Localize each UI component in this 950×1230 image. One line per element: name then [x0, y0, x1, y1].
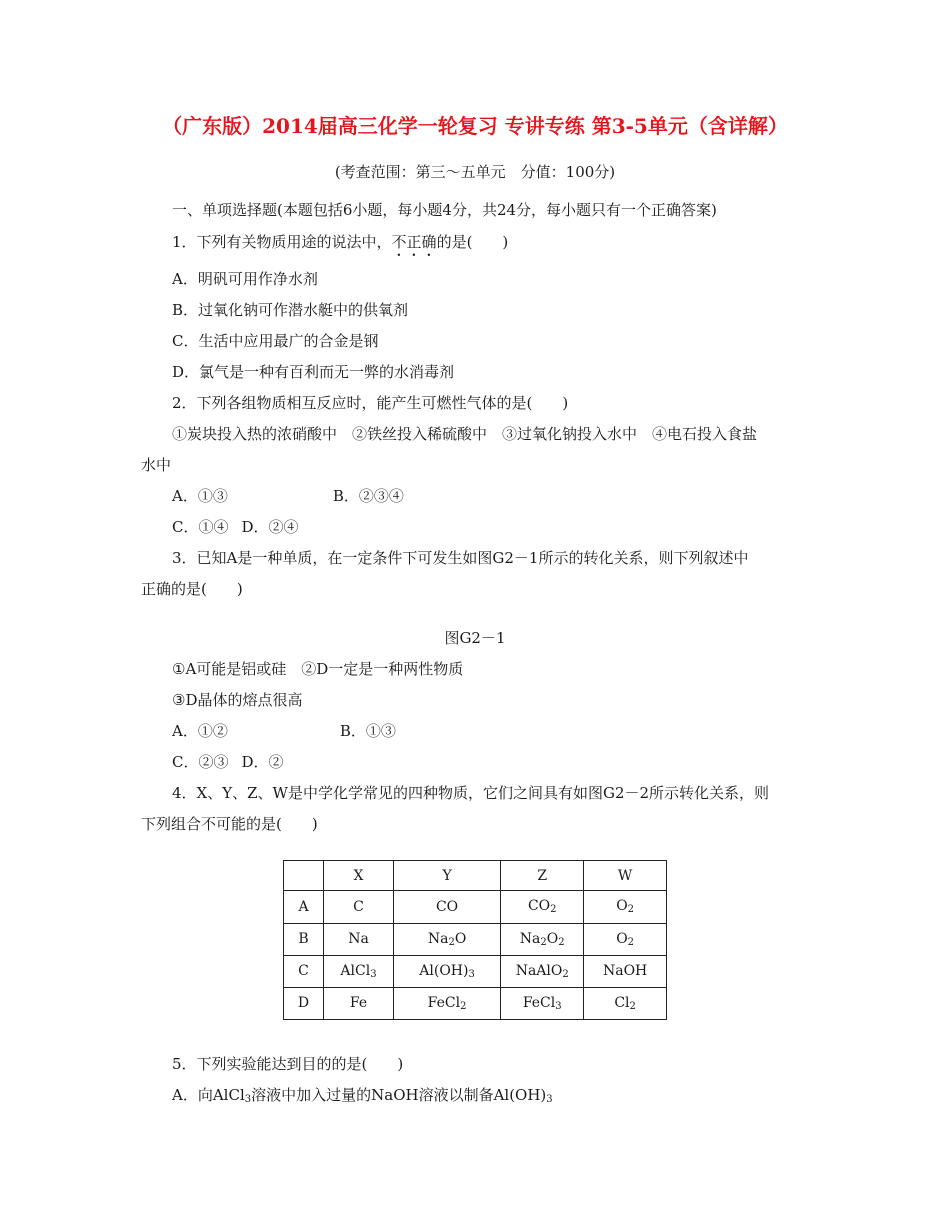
table-cell: $Na_2O_2$	[501, 923, 584, 955]
q2-option-d: D．②④	[241, 518, 299, 536]
table-cell: $Al(OH)_3$	[393, 955, 500, 987]
q3-option-d: D．②	[241, 753, 284, 771]
table-cell: AlCl$_3$	[324, 955, 394, 987]
q4-stem-line1: 4．X、Y、Z、W是中学化学常见的四种物质，它们之间具有如图G2－2所示转化关系，则	[172, 784, 770, 802]
table-cell: NaAlO$_2$	[501, 955, 584, 987]
q2-items-line1: ①炭块投入热的浓硝酸中 ②铁丝投入稀硫酸中 ③过氧化钠投入水中 ④电石投入食盐	[172, 425, 758, 443]
q5-stem: 5．下列实验能达到目的的是( )	[172, 1055, 404, 1073]
q3-stem-line1: 3．已知A是一种单质，在一定条件下可发生如图G2－1所示的转化关系，则下列叙述中	[172, 549, 749, 567]
q3-options-cd	[172, 752, 284, 772]
document-title: （广东版）2014届高三化学一轮复习 专讲专练 第3-5单元（含详解）	[162, 114, 788, 138]
q2-option-b: B．②③④	[332, 487, 404, 505]
table-row	[284, 923, 667, 955]
table-row-label: D	[284, 987, 324, 1019]
section-heading-single-choice: 一、单项选择题(本题包括6小题，每小题4分，共24分，每小题只有一个正确答案)	[172, 201, 717, 219]
table-header-cell: Y	[393, 861, 500, 891]
table-header-cell	[284, 861, 324, 891]
table-header-cell: W	[584, 861, 667, 891]
table-header-cell: X	[324, 861, 394, 891]
q3-figure-caption: 图G2－1	[444, 629, 506, 647]
table-cell: Fe	[324, 987, 394, 1019]
table-cell: $Na_2O$	[393, 923, 500, 955]
exam-scope-subtitle: (考查范围：第三～五单元 分值：100分)	[334, 163, 616, 181]
table-cell: NaOH	[584, 955, 667, 987]
q2-option-c: C．①④	[172, 518, 229, 536]
q2-options-ab	[172, 486, 404, 506]
q3-options-ab	[172, 721, 396, 741]
q1-emphasis: 不正确	[391, 233, 437, 251]
table-cell: $O_2$	[584, 891, 667, 923]
q5-option-a: A．向AlCl$_3$溶液中加入过量的NaOH溶液以制备$Al(OH)_3$	[172, 1086, 553, 1105]
table-cell: FeCl$_3$	[501, 987, 584, 1019]
table-header-cell: Z	[501, 861, 584, 891]
q3-option-c: C．②③	[172, 753, 229, 771]
table-header-row	[284, 861, 667, 891]
q3-option-b: B．①③	[339, 722, 396, 740]
q1-stem-text: 1．下列有关物质用途的说法中，	[172, 233, 392, 251]
table-row-label: B	[284, 923, 324, 955]
table-cell: $Cl_2$	[584, 987, 667, 1019]
q1-option-b: B．过氧化钠可作潜水艇中的供氧剂	[172, 301, 409, 319]
q1-stem-tail: 的是( )	[436, 233, 509, 251]
table-row	[284, 891, 667, 923]
table-cell: FeCl$_2$	[393, 987, 500, 1019]
q3-statements-line2: ③D晶体的熔点很高	[172, 691, 303, 709]
table-row	[284, 987, 667, 1019]
q1-stem	[172, 232, 508, 260]
table-cell: $O_2$	[584, 923, 667, 955]
table-cell: Na	[324, 923, 394, 955]
table-cell: CO	[393, 891, 500, 923]
q3-option-a: A．①②	[172, 722, 228, 740]
q1-option-d: D．氯气是一种有百利而无一弊的水消毒剂	[172, 363, 455, 381]
q2-stem: 2．下列各组物质相互反应时，能产生可燃性气体的是( )	[172, 394, 569, 412]
table-row	[284, 955, 667, 987]
table-cell: C	[324, 891, 394, 923]
table-row-label: A	[284, 891, 324, 923]
q1-option-c: C．生活中应用最广的合金是钢	[172, 332, 379, 350]
q2-option-a: A．①③	[172, 487, 228, 505]
table-row-label: C	[284, 955, 324, 987]
q2-options-cd	[172, 517, 299, 537]
q4-conversion-table	[283, 860, 667, 1020]
q4-stem-line2: 下列组合不可能的是( )	[141, 815, 318, 833]
q3-stem-line2: 正确的是( )	[141, 580, 243, 598]
q3-statements-line1: ①A可能是铝或硅 ②D一定是一种两性物质	[172, 660, 464, 678]
table-cell: $CO_2$	[501, 891, 584, 923]
q2-items-line2: 水中	[141, 456, 172, 474]
q1-option-a: A．明矾可用作净水剂	[172, 270, 318, 288]
